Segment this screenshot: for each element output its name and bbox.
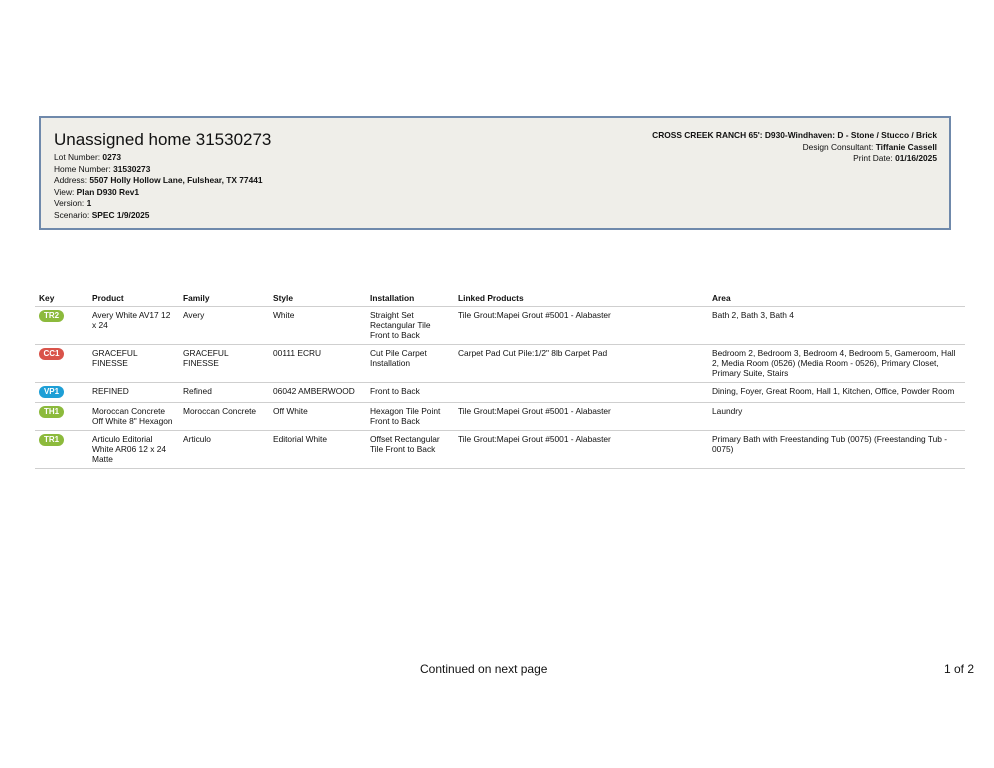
family-cell: Refined [179, 383, 269, 403]
area-cell: Bath 2, Bath 3, Bath 4 [708, 307, 965, 345]
lot-number-value: 0273 [102, 152, 122, 162]
linked-products-cell: Tile Grout:Mapei Grout #5001 - Alabaster [454, 431, 708, 469]
address-value: 5507 Holly Hollow Lane, Fulshear, TX 77441 [89, 175, 263, 186]
key-cell [35, 345, 88, 383]
linked-products-cell [454, 383, 708, 403]
header-key: Key [39, 293, 55, 303]
linked-products-cell: Tile Grout:Mapei Grout #5001 - Alabaster [454, 403, 708, 431]
home-number-value: 31530273 [113, 163, 151, 174]
key-cell [35, 307, 88, 345]
area-cell: Dining, Foyer, Great Room, Hall 1, Kitchen, Office, Powder Room [708, 383, 965, 403]
area-cell: Laundry [708, 403, 965, 431]
header-style: Style [273, 293, 294, 303]
header-product: Product [92, 293, 124, 303]
version-line [54, 198, 263, 210]
version-label: Version: [54, 198, 85, 209]
installation-cell: Cut Pile Carpet Installation [366, 345, 454, 383]
consultant-label: Design Consultant: [802, 141, 874, 152]
print-date-label: Print Date: [853, 153, 893, 164]
header-area: Area [712, 293, 731, 303]
family-cell: Moroccan Concrete [179, 403, 269, 431]
key-badge: VP1 [39, 386, 64, 398]
version-value: 1 [86, 198, 92, 209]
installation-cell: Front to Back [366, 383, 454, 403]
product-cell: REFINED [88, 383, 179, 403]
home-header-panel [39, 116, 951, 230]
area-cell: Bedroom 2, Bedroom 3, Bedroom 4, Bedroom 5, Gameroom, Hall 2, Media Room (0526) (Media Room - 0526), Primary Closet, Primary Suite, Stairs [708, 345, 965, 383]
family-cell: GRACEFUL FINESSE [179, 345, 269, 383]
view-line [54, 187, 263, 199]
table-row [35, 307, 965, 345]
installation-cell: Hexagon Tile Point Front to Back [366, 403, 454, 431]
area-cell: Primary Bath with Freestanding Tub (0075) (Freestanding Tub - 0075) [708, 431, 965, 469]
scenario-value: SPEC 1/9/2025 [91, 209, 150, 220]
product-cell: Moroccan Concrete Off White 8" Hexagon [88, 403, 179, 431]
page-title: Unassigned home 31530273 [54, 130, 272, 149]
community-details [652, 130, 937, 165]
header-installation: Installation [370, 293, 415, 303]
key-badge: CC1 [39, 348, 64, 360]
family-cell: Articulo [179, 431, 269, 469]
header-linked-products: Linked Products [458, 293, 524, 303]
installation-cell: Offset Rectangular Tile Front to Back [366, 431, 454, 469]
print-date-value: 01/16/2025 [895, 153, 937, 164]
home-number-line [54, 164, 263, 176]
style-cell: Editorial White [269, 431, 366, 469]
table-row [35, 345, 965, 383]
address-line [54, 175, 263, 187]
table-row [35, 403, 965, 431]
key-badge: TH1 [39, 406, 64, 418]
scenario-line [54, 210, 263, 222]
style-cell: White [269, 307, 366, 345]
address-label: Address: [54, 175, 88, 186]
consultant-value: Tiffanie Cassell [875, 141, 937, 152]
product-cell: GRACEFUL FINESSE [88, 345, 179, 383]
table-row [35, 383, 965, 403]
installation-cell: Straight Set Rectangular Tile Front to Back [366, 307, 454, 345]
style-cell: 06042 AMBERWOOD [269, 383, 366, 403]
key-cell [35, 431, 88, 469]
home-number-label: Home Number: [54, 163, 111, 174]
table-header-row [35, 292, 965, 307]
key-cell [35, 383, 88, 403]
view-label: View: [54, 186, 75, 197]
print-date-line [652, 153, 937, 165]
header-family: Family [183, 293, 210, 303]
key-badge: TR2 [39, 310, 64, 322]
product-cell: Avery White AV17 12 x 24 [88, 307, 179, 345]
page-number: 1 of 2 [943, 662, 974, 676]
family-cell: Avery [179, 307, 269, 345]
scenario-label: Scenario: [54, 209, 90, 220]
lot-number-label: Lot Number: [54, 152, 101, 162]
selections-table [35, 292, 965, 469]
linked-products-cell: Tile Grout:Mapei Grout #5001 - Alabaster [454, 307, 708, 345]
continued-note: Continued on next page [420, 662, 548, 676]
key-badge: TR1 [39, 434, 64, 446]
key-cell [35, 403, 88, 431]
linked-products-cell: Carpet Pad Cut Pile:1/2" 8lb Carpet Pad [454, 345, 708, 383]
view-value: Plan D930 Rev1 [76, 186, 140, 197]
home-details [54, 152, 263, 222]
community-name: CROSS CREEK RANCH 65': D930-Windhaven: D - Stone / Stucco / Brick [652, 130, 937, 140]
table-row [35, 431, 965, 469]
lot-number-line [54, 152, 263, 164]
product-cell: Articulo Editorial White AR06 12 x 24 Matte [88, 431, 179, 469]
consultant-line [652, 142, 937, 154]
style-cell: Off White [269, 403, 366, 431]
style-cell: 00111 ECRU [269, 345, 366, 383]
